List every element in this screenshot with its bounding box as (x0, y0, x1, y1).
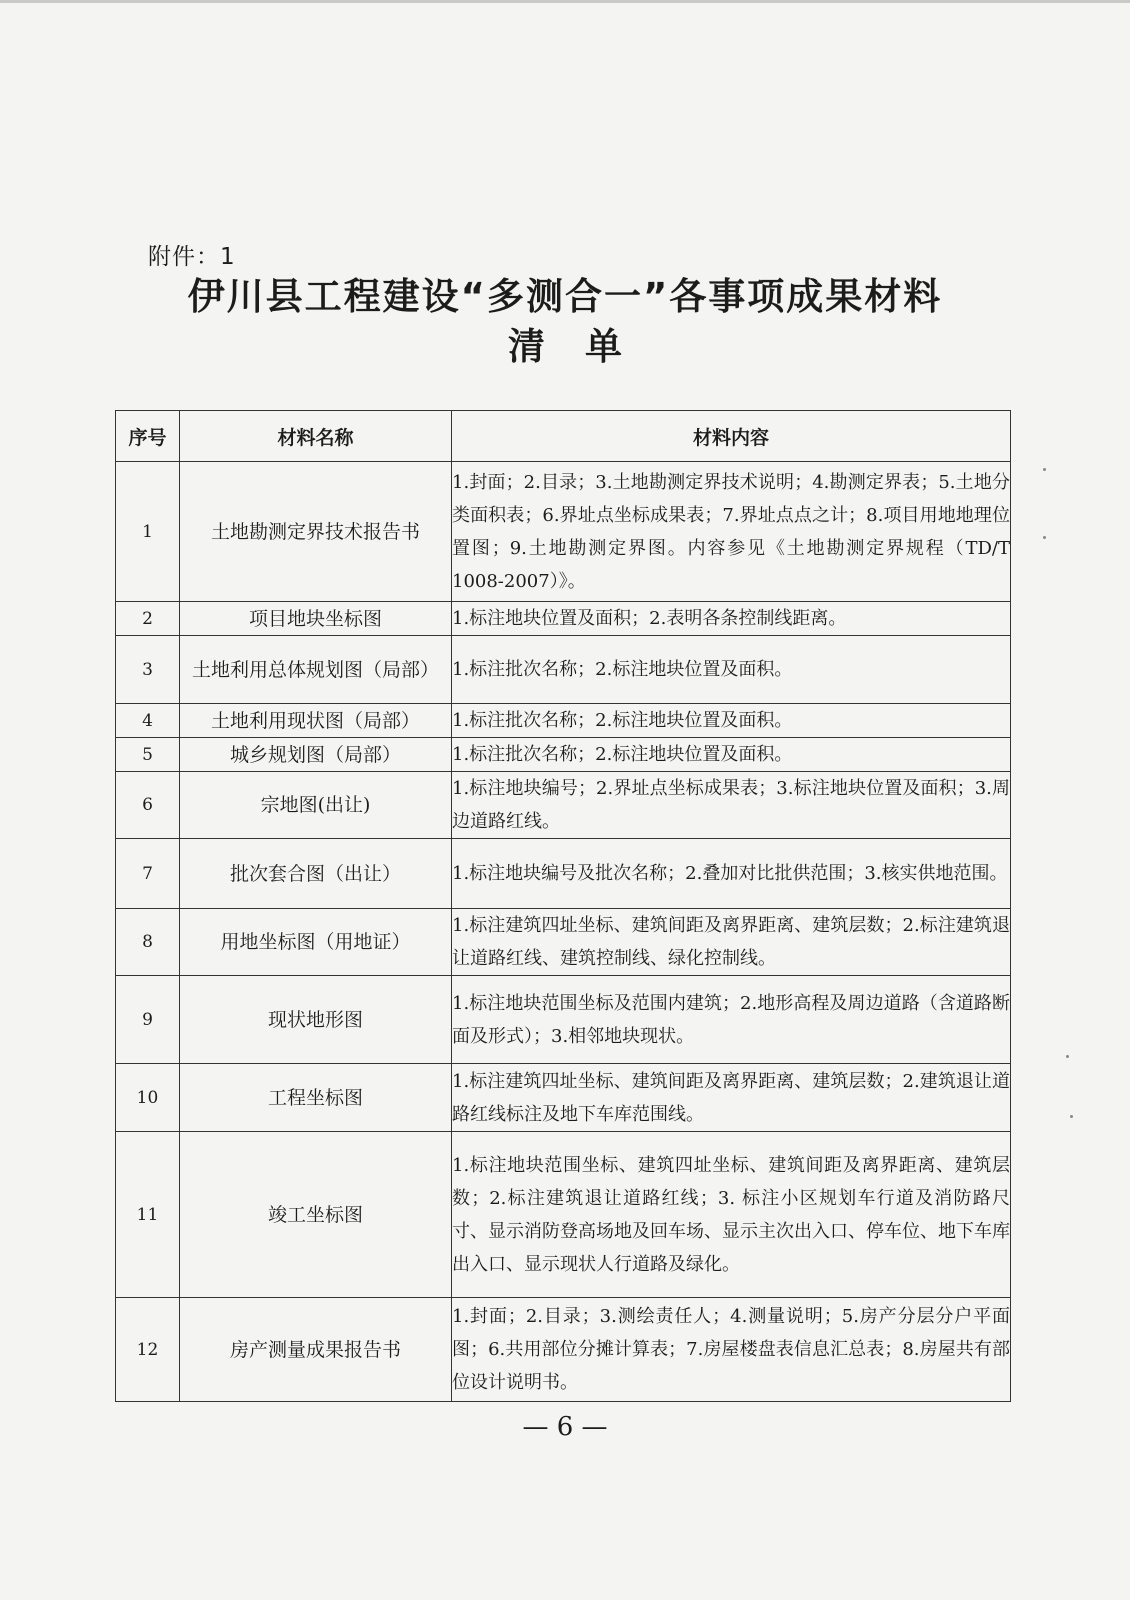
table-header-row (116, 411, 1011, 462)
table-row (116, 1298, 1011, 1402)
material-name: 城乡规划图（局部） (180, 738, 452, 772)
material-name: 批次套合图（出让） (180, 839, 452, 909)
document-title-line2: 清单 (508, 325, 662, 368)
scan-speck (1043, 468, 1046, 471)
table-row (116, 738, 1011, 772)
attachment-label: 附件：1 (148, 244, 236, 270)
row-number: 6 (116, 772, 180, 839)
material-name: 宗地图(出让) (180, 772, 452, 839)
material-content: 1.封面；2.目录；3.土地勘测定界技术说明；4.勘测定界表；5.土地分类面积表；6.界址点坐标成果表；7.界址点点之计；8.项目用地地理位置图；9.土地勘测定界图。内容参见《土地勘测定界规程（TD/T 1008-2007）》。 (452, 462, 1011, 602)
material-content: 1.标注批次名称；2.标注地块位置及面积。 (452, 636, 1011, 704)
row-number: 12 (116, 1298, 180, 1402)
row-number: 9 (116, 976, 180, 1064)
row-number: 8 (116, 909, 180, 976)
scan-speck (1066, 1055, 1069, 1058)
row-number: 10 (116, 1064, 180, 1132)
material-content: 1.标注地块范围坐标、建筑四址坐标、建筑间距及离界距离、建筑层数；2.标注建筑退让道路红线；3. 标注小区规划车行道及消防路尺寸、显示消防登高场地及回车场、显示主次出入口、停车位、地下车库出入口、显示现状人行道路及绿化。 (452, 1132, 1011, 1298)
document-title (0, 272, 1130, 372)
material-content: 1.标注批次名称；2.标注地块位置及面积。 (452, 738, 1011, 772)
material-content: 1.标注建筑四址坐标、建筑间距及离界距离、建筑层数；2.标注建筑退让道路红线、建筑控制线、绿化控制线。 (452, 909, 1011, 976)
table-row (116, 1064, 1011, 1132)
material-name: 土地勘测定界技术报告书 (180, 462, 452, 602)
material-content: 1.封面；2.目录；3.测绘责任人；4.测量说明；5.房产分层分户平面图；6.共用部位分摊计算表；7.房屋楼盘表信息汇总表；8.房屋共有部位设计说明书。 (452, 1298, 1011, 1402)
material-name: 用地坐标图（用地证） (180, 909, 452, 976)
header-material-name: 材料名称 (180, 411, 452, 462)
table-row (116, 909, 1011, 976)
material-name: 现状地形图 (180, 976, 452, 1064)
scan-speck (1043, 536, 1046, 539)
row-number: 11 (116, 1132, 180, 1298)
header-material-content: 材料内容 (452, 411, 1011, 462)
material-name: 项目地块坐标图 (180, 602, 452, 636)
material-content: 1.标注批次名称；2.标注地块位置及面积。 (452, 704, 1011, 738)
material-name: 房产测量成果报告书 (180, 1298, 452, 1402)
material-name: 工程坐标图 (180, 1064, 452, 1132)
table-row (116, 976, 1011, 1064)
material-content: 1.标注地块编号及批次名称；2.叠加对比批供范围；3.核实供地范围。 (452, 839, 1011, 909)
scan-speck (1070, 1115, 1073, 1118)
material-content: 1.标注地块编号；2.界址点坐标成果表；3.标注地块位置及面积；3.周边道路红线。 (452, 772, 1011, 839)
row-number: 7 (116, 839, 180, 909)
table-row (116, 772, 1011, 839)
scan-top-edge (0, 0, 1130, 3)
material-name: 土地利用现状图（局部） (180, 704, 452, 738)
table-row (116, 704, 1011, 738)
table-row (116, 602, 1011, 636)
row-number: 4 (116, 704, 180, 738)
document-title-line1: 伊川县工程建设“多测合一”各事项成果材料 (187, 275, 943, 318)
table-row (116, 839, 1011, 909)
material-name: 土地利用总体规划图（局部） (180, 636, 452, 704)
material-name: 竣工坐标图 (180, 1132, 452, 1298)
row-number: 5 (116, 738, 180, 772)
page-number: — 6 — (522, 1412, 608, 1442)
table-row (116, 462, 1011, 602)
row-number: 2 (116, 602, 180, 636)
table-row (116, 636, 1011, 704)
material-content: 1.标注地块范围坐标及范围内建筑；2.地形高程及周边道路（含道路断面及形式）；3.相邻地块现状。 (452, 976, 1011, 1064)
material-content: 1.标注地块位置及面积；2.表明各条控制线距离。 (452, 602, 1011, 636)
material-content: 1.标注建筑四址坐标、建筑间距及离界距离、建筑层数；2.建筑退让道路红线标注及地下车库范围线。 (452, 1064, 1011, 1132)
row-number: 1 (116, 462, 180, 602)
row-number: 3 (116, 636, 180, 704)
materials-table (115, 410, 1011, 1402)
table-row (116, 1132, 1011, 1298)
header-serial-number: 序号 (116, 411, 180, 462)
